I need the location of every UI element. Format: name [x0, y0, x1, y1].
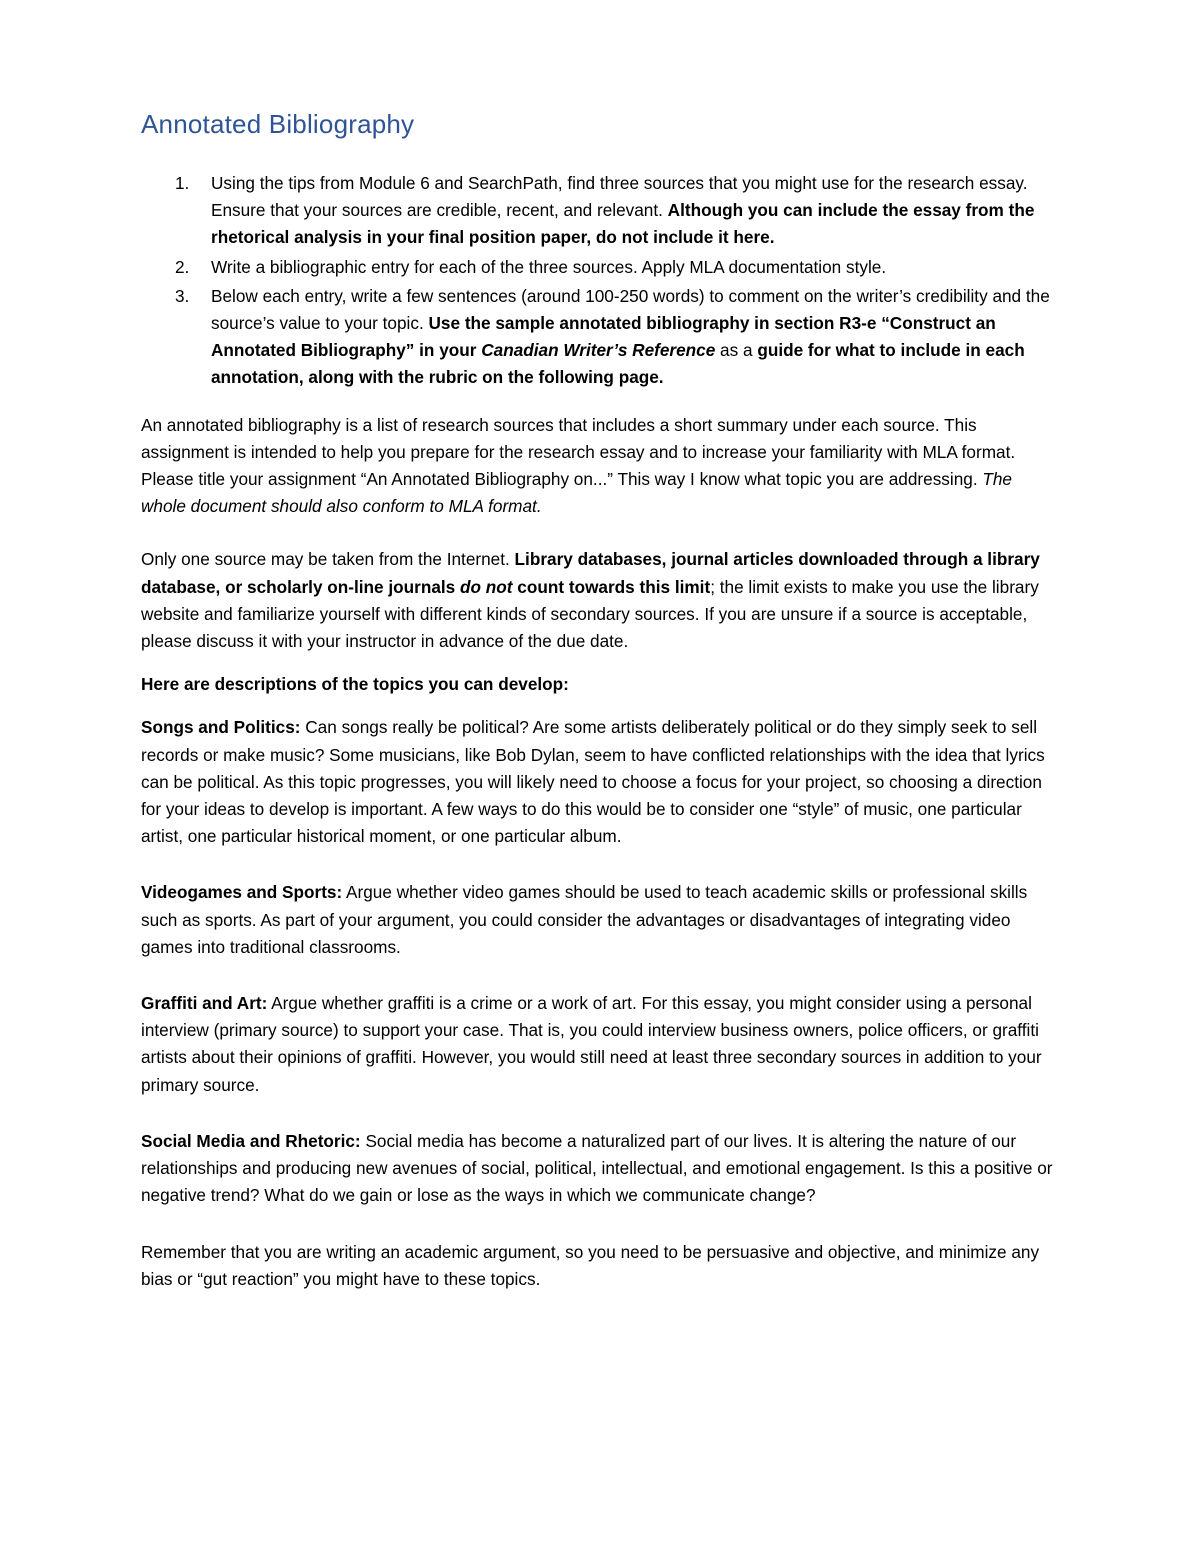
topic-description: Can songs really be political? Are some artists deliberately political or do they simply seek to sell records or make music? Some musicians, like Bob Dylan, seem to have conflicted relationships with the idea that lyrics can be political. As this topic progresses, you will likely need to choose a focus for your project, so choosing a direction for your ideas to develop is important. A few ways to do this would be to consider one “style” of music, one particular artist, one particular historical moment, or one particular album.	[141, 717, 1045, 847]
instruction-text: Using the tips from Module 6 and SearchPath, find three sources that you might use for the research essay. Ensure that your sources are credible, recent, and relevant.	[211, 173, 1028, 221]
rule-emphasis: Library databases, journal articles downloaded through a library database, or scholarly on-line journals	[141, 549, 1040, 597]
topic-description: Social media has become a naturalized part of our lives. It is altering the nature of our relationships and producing new avenues of social, political, intellectual, and emotional engagement. Is this a positive or negative trend? What do we gain or lose as the ways in which we communicate change?	[141, 1130, 1053, 1206]
instruction-item	[141, 283, 1061, 392]
topic-description: Argue whether video games should be used to teach academic skills or professional skills such as sports. As part of your argument, you could consider the advantages or disadvantages of integrating video games into traditional classrooms.	[141, 882, 1028, 957]
book-title: Canadian Writer’s Reference	[481, 340, 716, 361]
document-title: Annotated Bibliography	[141, 109, 415, 139]
topic-description: Argue whether graffiti is a crime or a work of art. For this essay, you might consider using a personal interview (primary source) to support your case. That is, you could interview business owners, police officers, or graffiti artists about their opinions of graffiti. However, you would still need at least three secondary sources in addition to your primary source.	[141, 993, 1042, 1095]
topic-paragraph	[141, 879, 1061, 961]
instruction-text: Write a bibliographic entry for each of the three sources. Apply MLA documentation style.	[211, 256, 887, 277]
instruction-text: Below each entry, write a few sentences (around 100-250 words) to comment on the writer’s credibility and the source’s value to your topic.	[211, 285, 1050, 334]
list-number: 1.	[175, 173, 190, 193]
instruction-emphasis: Although you can include the essay from the rhetorical analysis in your final position paper, do not include it here.	[211, 200, 1035, 248]
topic-paragraph	[141, 714, 1061, 850]
topic-paragraph	[141, 1128, 1061, 1210]
intro-paragraph	[141, 412, 1061, 521]
intro-italic-note: The whole document should also conform to MLA format.	[141, 469, 1012, 517]
list-number: 2.	[175, 256, 190, 277]
topics-heading: Here are descriptions of the topics you can develop:	[141, 674, 569, 695]
internet-rule-paragraph	[141, 546, 1061, 655]
instruction-emphasis: guide for what to include in each annotation, along with the rubric on the following page.	[211, 340, 1025, 388]
topic-name: Social Media and Rhetoric:	[141, 1130, 361, 1151]
topic-paragraph	[141, 990, 1061, 1099]
document-page	[141, 100, 1061, 1293]
rule-emphasis-italic: do not	[460, 576, 513, 597]
instruction-emphasis: Use the sample annotated bibliography in section R3-e “Construct an Annotated Bibliography” in your	[211, 313, 996, 361]
instruction-text: as a	[715, 340, 758, 361]
rule-text: Only one source may be taken from the Internet.	[141, 549, 515, 570]
rule-emphasis: count towards this limit	[512, 576, 711, 597]
list-number: 3.	[175, 285, 190, 306]
rule-text: ; the limit exists to make you use the library website and familiarize yourself with different kinds of secondary sources. If you are unsure if a source is acceptable, please discuss it with your instructor in advance of the due date.	[141, 576, 1039, 652]
instruction-item	[141, 170, 1061, 252]
instructions-list	[141, 170, 1061, 392]
topic-name: Graffiti and Art:	[141, 993, 268, 1014]
intro-text: An annotated bibliography is a list of research sources that includes a short summary under each source. This assignment is intended to help you prepare for the research essay and to increase your familiarity with MLA format. Please title your assignment “An Annotated Bibliography on...” This way I know what topic you are addressing.	[141, 414, 1016, 490]
topic-name: Songs and Politics:	[141, 717, 301, 738]
closing-paragraph: Remember that you are writing an academic argument, so you need to be persuasive and objective, and minimize any bias or “gut reaction” you might have to these topics.	[141, 1241, 1040, 1289]
instruction-item	[141, 254, 1061, 281]
topic-name: Videogames and Sports:	[141, 882, 343, 903]
